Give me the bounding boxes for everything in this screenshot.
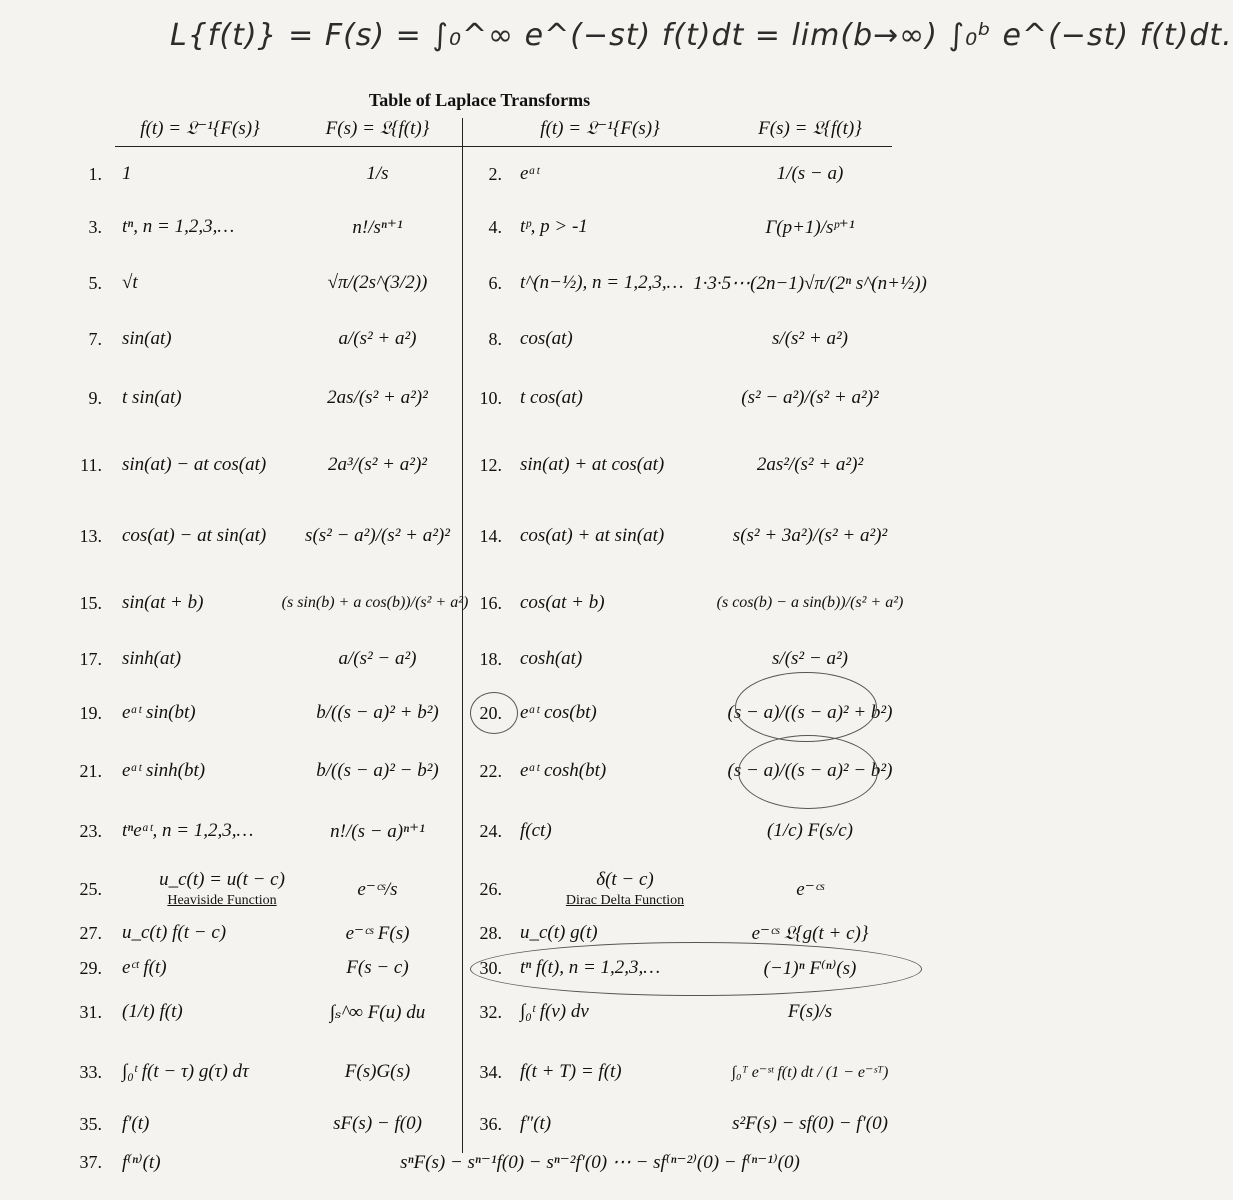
formula-number: 17. [79,648,102,669]
table-row [0,312,959,366]
time-domain-function: f(t + T) = f(t) [520,1061,622,1082]
laplace-transform: sF(s) − f(0) [333,1113,422,1134]
laplace-transform: 2as²/(s² + a²)² [756,454,864,475]
table-row [0,1142,959,1182]
formula-number: 1. [88,163,102,184]
laplace-transform: s/(s² − a²) [772,648,848,669]
formula-number: 7. [88,328,102,349]
time-domain-function: f(ct) [520,820,552,841]
formula-number: 14. [479,525,502,546]
laplace-transform: e⁻ᶜˢ [796,878,824,900]
formula-number: 6. [488,272,502,293]
laplace-transform: ∫₀ᵀ e⁻ˢᵗ f(t) dt / (1 − e⁻ˢᵀ) [731,1064,889,1081]
time-domain-function: t cos(at) [520,387,583,408]
formula-number: 28. [479,922,502,943]
laplace-transform: e⁻ᶜˢ 𝔏{g(t + c)} [751,922,869,944]
table-row [0,572,959,634]
formula-number: 24. [479,820,502,841]
time-domain-function: ∫₀ᵗ f(t − τ) g(τ) dτ [122,1061,249,1082]
time-domain-function: tⁿ f(t), n = 1,2,3,… [520,957,661,978]
formula-number: 37. [79,1151,102,1172]
table-row [0,862,959,916]
laplace-transform: 1·3·5⋯(2n−1)√π/(2ⁿ s^(n+½)) [693,272,927,294]
time-domain-function: cosh(at) [520,648,583,669]
formula-number: 4. [488,216,502,237]
table-row [0,634,959,684]
formula-number: 35. [79,1113,102,1134]
formula-number: 25. [79,878,102,899]
time-domain-function: f⁽ⁿ⁾(t) [122,1151,161,1173]
laplace-transform: s²F(s) − sf(0) − f′(0) [732,1113,888,1134]
time-domain-function: tⁿ, n = 1,2,3,… [122,216,235,237]
table-row [0,950,959,986]
time-domain-function: f′(t) [122,1113,150,1134]
time-domain-function-group [520,862,730,916]
laplace-transform: s/(s² + a²) [772,328,848,349]
time-domain-function: sin(at + b) [122,592,204,613]
laplace-transform: s(s² − a²)/(s² + a²)² [305,525,450,546]
time-domain-function: eᵃᵗ cosh(bt) [520,760,607,781]
time-domain-function: √t [122,272,138,293]
formula-number: 12. [479,454,502,475]
table-row [0,684,959,742]
time-domain-function: sin(at) + at cos(at) [520,454,665,475]
time-domain-function: f″(t) [520,1113,552,1134]
formula-number: 32. [479,1001,502,1022]
time-domain-function: cos(at + b) [520,592,605,613]
column-header-ft-left: f(t) = 𝔏⁻¹{F(s)} [140,118,260,139]
laplace-transform: (s sin(b) + a cos(b))/(s² + a²) [281,594,469,611]
formula-number: 16. [479,592,502,613]
dirac-delta-function-label: Dirac Delta Function [565,893,685,908]
formula-number: 19. [79,702,102,723]
time-domain-function: (1/t) f(t) [122,1001,183,1022]
time-domain-function: cos(at) [520,328,573,349]
header-divider [115,146,892,147]
column-header-ft-right: f(t) = 𝔏⁻¹{F(s)} [540,118,660,139]
formula-number: 9. [88,387,102,408]
table-row [0,916,959,950]
laplace-transform: sⁿF(s) − sⁿ⁻¹f(0) − sⁿ⁻²f′(0) ⋯ − sf⁽ⁿ⁻²⁾(0) − f⁽ⁿ⁻¹⁾(0) [400,1151,800,1173]
table-row [0,500,959,572]
heaviside-function-label: Heaviside Function [167,893,277,908]
time-domain-function: eᵃᵗ sinh(bt) [122,760,206,781]
table-row [0,148,959,200]
laplace-transform: n!/sⁿ⁺¹ [352,216,403,238]
formula-number: 21. [79,760,102,781]
laplace-transform: (s − a)/((s − a)² − b²) [727,760,893,781]
time-domain-function: sinh(at) [122,648,182,669]
formula-number: 34. [479,1061,502,1082]
time-domain-function: u_c(t) g(t) [520,922,598,943]
formula-number: 5. [88,272,102,293]
time-domain-function: cos(at) − at sin(at) [122,525,267,546]
table-row [0,200,959,254]
table-row [0,430,959,500]
table-row [0,742,959,800]
laplace-transform: a/(s² + a²) [338,328,417,349]
formula-number: 20. [479,702,502,723]
laplace-transform: (s² − a²)/(s² + a²)² [741,387,879,408]
laplace-transform: ∫ₛ^∞ F(u) du [329,1001,426,1023]
formula-number: 33. [79,1061,102,1082]
laplace-transform: F(s − c) [346,957,409,978]
column-header-Fs-right: F(s) = 𝔏{f(t)} [758,118,862,139]
time-domain-function: u_c(t) f(t − c) [122,922,227,943]
formula-number: 22. [479,760,502,781]
laplace-transform: 1/s [366,163,389,184]
laplace-transform: b/((s − a)² + b²) [316,702,439,723]
time-domain-function: eᵃᵗ [520,163,540,184]
laplace-transform: 2as/(s² + a²)² [327,387,428,408]
laplace-transform: F(s)/s [787,1001,833,1022]
laplace-transform: a/(s² − a²) [338,648,417,669]
time-domain-function: tⁿeᵃᵗ, n = 1,2,3,… [122,820,254,841]
table-row [0,254,959,312]
formula-number: 27. [79,922,102,943]
time-domain-function: t sin(at) [122,387,182,408]
laplace-transform: (−1)ⁿ F⁽ⁿ⁾(s) [763,957,857,979]
table-row [0,986,959,1038]
formula-number: 8. [488,328,502,349]
time-domain-function: sin(at) − at cos(at) [122,454,267,475]
laplace-transform: √π/(2s^(3/2)) [327,272,428,293]
laplace-transform: s(s² + 3a²)/(s² + a²)² [732,525,888,546]
table-row [0,800,959,862]
laplace-transform: b/((s − a)² − b²) [316,760,439,781]
laplace-transform: 2a³/(s² + a²)² [328,454,427,475]
table-row [0,1038,959,1106]
laplace-transform: F(s)G(s) [344,1061,411,1082]
formula-number: 13. [79,525,102,546]
time-domain-function: eᵃᵗ cos(bt) [520,702,597,723]
formula-number: 10. [479,387,502,408]
time-domain-function: tᵖ, p > -1 [520,216,588,237]
laplace-transform: (s − a)/((s − a)² + b²) [727,702,893,723]
time-domain-function: eᵃᵗ sin(bt) [122,702,196,723]
time-domain-function: δ(t − c) [596,869,654,890]
laplace-transform: (s cos(b) − a sin(b))/(s² + a²) [716,594,904,611]
laplace-transform: (1/c) F(s/c) [767,820,853,841]
laplace-transform: 1/(s − a) [776,163,844,184]
time-domain-function: u_c(t) = u(t − c) [159,869,285,890]
formula-number: 3. [88,216,102,237]
laplace-transform: e⁻ᶜˢ F(s) [345,922,410,944]
handwritten-definition: L{f(t)} = F(s) = ∫₀^∞ e^(−st) f(t)dt = lim(b→∞) ∫₀ᵇ e^(−st) f(t)dt. [170,18,1233,53]
formula-number: 36. [479,1113,502,1134]
formula-number: 30. [479,957,502,978]
time-domain-function: 1 [122,163,132,184]
formula-number: 31. [79,1001,102,1022]
laplace-transform: n!/(s − a)ⁿ⁺¹ [330,820,425,842]
laplace-transform: Γ(p+1)/sᵖ⁺¹ [765,216,855,238]
formula-number: 23. [79,820,102,841]
formula-number: 18. [479,648,502,669]
time-domain-function: ∫₀ᵗ f(v) dv [520,1001,589,1022]
formula-number: 2. [488,163,502,184]
formula-number: 15. [79,592,102,613]
page-title: Table of Laplace Transforms [368,90,591,110]
column-header-Fs-left: F(s) = 𝔏{f(t)} [325,118,430,139]
time-domain-function: eᶜᵗ f(t) [122,957,167,978]
table-row [0,366,959,430]
table-row [0,1106,959,1142]
time-domain-function: sin(at) [122,328,172,349]
formula-number: 29. [79,957,102,978]
formula-number: 11. [80,454,102,475]
time-domain-function: cos(at) + at sin(at) [520,525,665,546]
time-domain-function: t^(n−½), n = 1,2,3,… [520,272,684,293]
laplace-transform: e⁻ᶜˢ/s [357,878,398,900]
formula-number: 26. [479,878,502,899]
